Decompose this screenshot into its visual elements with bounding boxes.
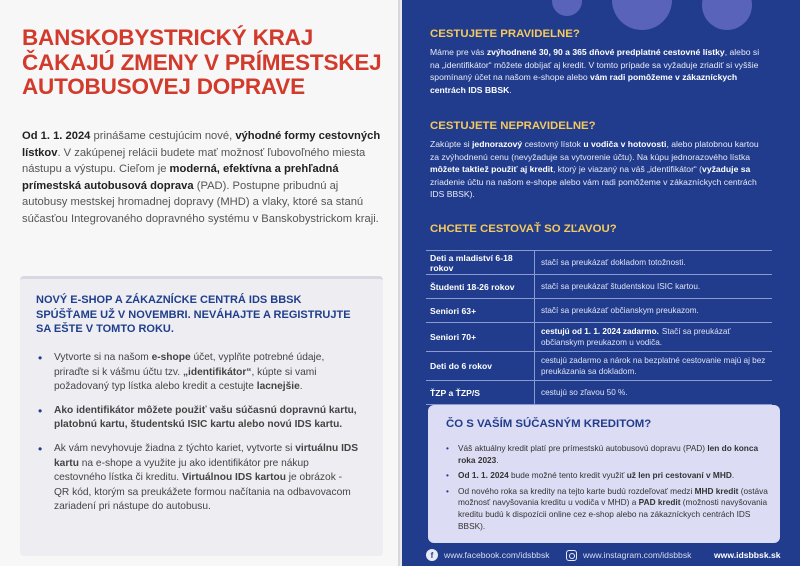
web-link[interactable]: www.idsbbsk.sk xyxy=(714,550,781,560)
table-cell-group: Deti a mladiství 6-18 rokov xyxy=(430,252,513,273)
section-text: Máme pre vás zvýhodnené 30, 90 a 365 dňové predplatné cestovné lístky, alebo si na „identifikátor“ môžete dobíjať aj kredit. V tomto prípade sa vyžaduje zriadiť si vyššie spomínaný účet na našom e-shope alebo vám radi pomôžeme v zákazníckych centrách IDS BBSK. xyxy=(430,47,760,95)
credit-box xyxy=(428,405,780,543)
section-discount xyxy=(430,223,617,241)
table-row xyxy=(426,323,772,352)
credit-list xyxy=(446,443,771,536)
section-heading: CESTUJETE PRAVIDELNE? xyxy=(430,28,580,40)
table-cell-text: cestujú od 1. 1. 2024 zadarmo. Stačí sa preukázať občianskym preukazom u vodiča. xyxy=(534,323,772,351)
decor-bubble xyxy=(552,0,582,16)
title-line-2: ČAKAJÚ ZMENY V PRÍMESTSKEJ xyxy=(22,49,382,75)
table-cell-text: cestujú so zľavou 50 %. xyxy=(534,381,772,404)
table-row xyxy=(426,352,772,381)
eshop-list xyxy=(34,351,359,524)
section-irregular xyxy=(430,120,770,201)
section-heading: CESTUJETE NEPRAVIDELNE? xyxy=(430,120,596,132)
table-row xyxy=(426,275,772,299)
table-row xyxy=(426,251,772,275)
table-row xyxy=(426,299,772,323)
credit-heading: ČO S VAŠÍM SÚČASNÝM KREDITOM? xyxy=(446,418,652,430)
title-line-1: BANSKOBYSTRICKÝ KRAJ xyxy=(22,25,314,50)
facebook-link[interactable]: f www.facebook.com/idsbbsk xyxy=(426,547,550,563)
table-cell-group: ŤZP a ŤZP/S xyxy=(430,387,480,398)
table-cell-text: stačí sa preukázať dokladom totožnosti. xyxy=(534,251,772,274)
table-cell-group: Študenti 18-26 rokov xyxy=(430,281,515,292)
discount-table xyxy=(426,250,772,405)
table-cell-text: stačí sa preukázať občianskym preukazom. xyxy=(534,299,772,322)
eshop-heading: NOVÝ E-SHOP A ZÁKAZNÍCKE CENTRÁ IDS BBSK SPÚŠŤAME UŽ V NOVEMBRI. NEVÁHAJTE A REGISTRUJTE SA EŠTE V TOMTO ROKU. xyxy=(36,294,351,335)
list-item: • Od nového roka sa kredity na tejto karte budú rozdeľovať medzi MHD kredit (ostáva možnosť navyšovania kreditu u vodiča v MHD) a PAD kredit (možnosti navyšovania kreditu budú k dispozícii online cez e-shop alebo na zákazníckych centrách IDS BBSK). xyxy=(446,486,771,532)
table-cell-group: Seniori 70+ xyxy=(430,332,477,342)
table-cell-group: Deti do 6 rokov xyxy=(430,361,493,371)
page-title xyxy=(22,26,382,100)
title-line-3: AUTOBUSOVEJ DOPRAVE xyxy=(22,74,305,99)
section-text: Zakúpte si jednorazový cestovný lístok u vodiča v hotovosti, alebo platobnou kartou za zvýhodnenú cenu (nevyžaduje sa vytvorenie účtu). Na kúpu jednorazového lístka môžete taktiež použiť aj kredit, ktorý je viazaný na váš „identifikátor“ (vyžaduje sa zriadenie účtu na našom e-shope alebo vám radi pomôžeme v zákazníckych centrách IDS BBSK). xyxy=(430,139,759,200)
list-item: • Ak vám nevyhovuje žiadna z týchto kariet, vytvorte si virtuálnu IDS kartu na e-shope a využite ju ako identifikátor pre nákup cestovného lístka či kreditu. Virtuálnou IDS kartou je obrázok - QR kód, ktorým sa preukážete formou načítania na odbavovacom zariadení pri nástupe do autobusu. xyxy=(34,442,359,515)
table-cell-text: stačí sa preukázať študentskou ISIC kartou. xyxy=(534,275,772,298)
list-item: • Váš aktuálny kredit platí pre prímestskú autobusovú dopravu (PAD) len do konca roka 2023. xyxy=(446,443,771,466)
list-item: • Vytvorte si na našom e-shope účet, vyplňte potrebné údaje, priraďte si k vášmu účtu tzv. „identifikátor“, kúpte si vami požadovaný typ lístka alebo kredit a cestujte lacnejšie. xyxy=(34,351,359,395)
facebook-icon: f xyxy=(426,549,438,561)
section-heading: CHCETE CESTOVAŤ SO ZĽAVOU? xyxy=(430,223,617,235)
decor-bubble xyxy=(612,0,672,30)
table-cell-text: cestujú zadarmo a nárok na bezplatné cestovanie majú aj bez preukázania sa dokladom. xyxy=(534,352,772,380)
section-regular xyxy=(430,28,770,96)
list-item: • Od 1. 1. 2024 bude možné tento kredit využiť už len pri cestovaní v MHD. xyxy=(446,470,771,482)
list-item: • Ako identifikátor môžete použiť vašu súčasnú dopravnú kartu, platobnú kartu, študentskú ISIC kartu alebo novú IDS kartu. xyxy=(34,404,359,433)
decor-bubble xyxy=(702,0,752,30)
table-cell-group: Seniori 63+ xyxy=(430,305,477,316)
instagram-link[interactable]: www.instagram.com/idsbbsk xyxy=(566,547,691,563)
table-row xyxy=(426,381,772,405)
eshop-box xyxy=(20,276,383,556)
intro-paragraph: Od 1. 1. 2024 prinášame cestujúcim nové, výhodné formy cestovných lístkov. V zakúpenej relácii budete mať možnosť ľubovoľného miesta nástupu a výstupu. Cieľom je moderná, efektívna a prehľadná prímestská autobusová doprava (PAD). Postupne pribudnú aj autobusy mestskej hromadnej dopravy (MHD) a vlaky, ktoré sa stanú súčasťou Integrovaného dopravného systému v Banskobystrickom kraji. xyxy=(22,130,381,225)
instagram-icon xyxy=(566,550,577,561)
